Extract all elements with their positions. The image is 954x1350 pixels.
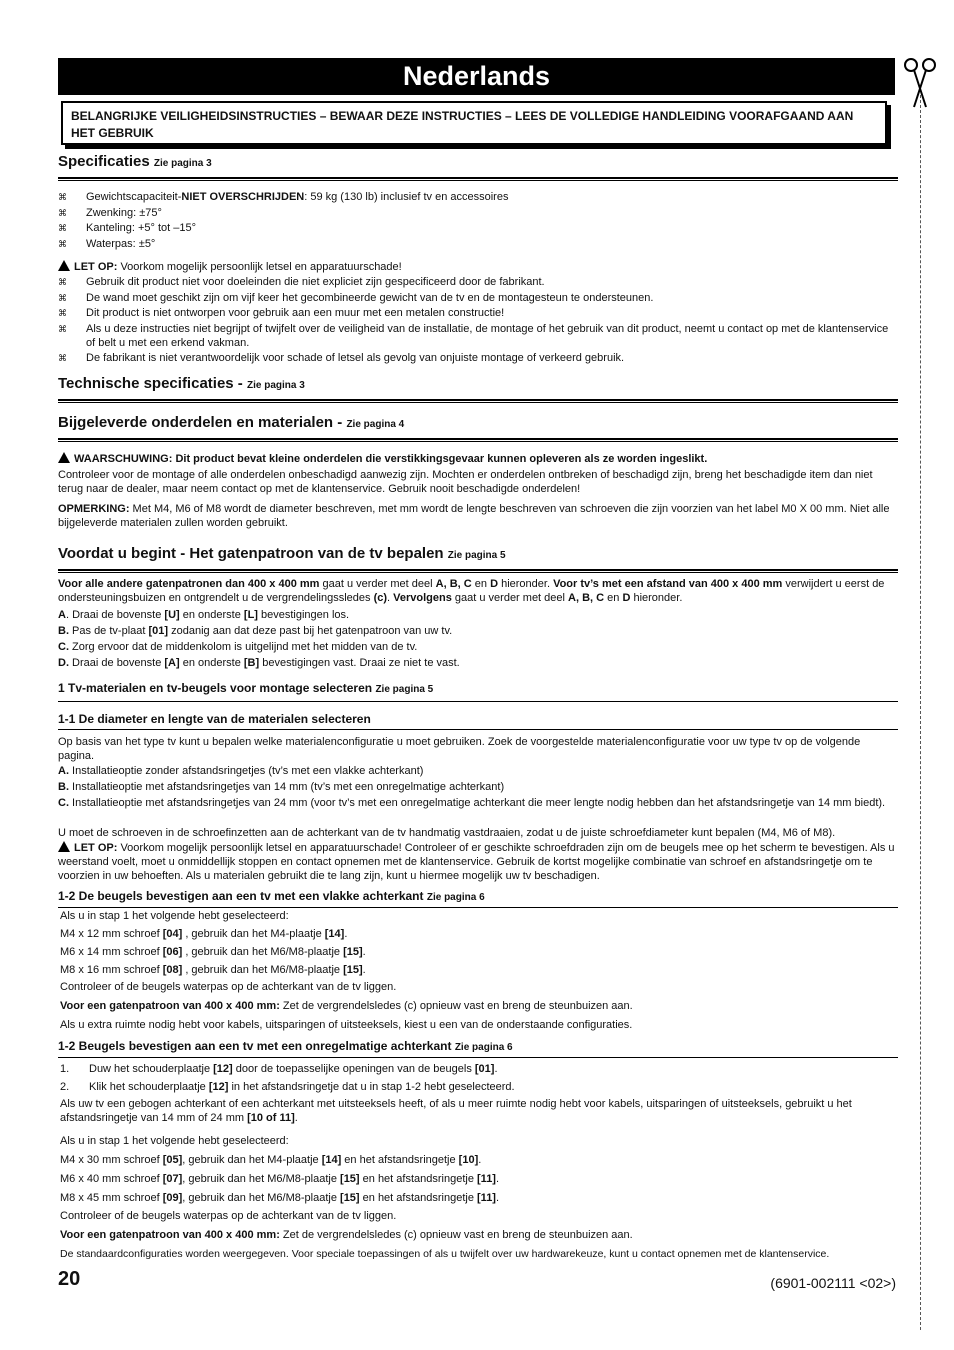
parts-note: OPMERKING: Met M4, M6 of M8 wordt de diameter beschreven, met mm wordt de lengte beschreven van schroeven die zijn voorzien van het label M0 X 00 mm. Niet alle bijgeleverde materialen zullen worden gebruikt. (58, 503, 890, 529)
option-a: A. Installatieoptie zonder afstandsringetjes (tv’s met een vlakke achterkant) (58, 765, 424, 777)
section12a-heading: 1-2 De beugels bevestigen aan een tv met een vlakke achterkant Zie pagina 6 (58, 889, 485, 903)
section11-caution: LET OP: Voorkom mogelijk persoonlijk letsel en apparatuurschade! Controleer of er geschikte schroefdraden zijn om de beugels mee op het scherm te bevestigen. Als u weerstand voelt, moet u onmiddellijk stoppen en contact opnemen met de klantenservice. Gebruik de kortst mogelijke combinatie van schroef en afstandsringetje om te voorzien in uw behoeften. Als u materialen gebruikt die te lang zijn, kunt u hiermee mogelijk uw tv beschadigen. (58, 842, 895, 882)
text-line: Voor een gatenpatroon van 400 x 400 mm: Zet de vergrendelsledes (c) opnieuw vast en breng de steunbuizen aan. (60, 1000, 633, 1012)
text-line: Als uw tv een gebogen achterkant of een achterkant met uitsteeksels heeft, of als u meer ruimte nodig hebt voor kabels, uitsparingen of uitsteeksels, gebruikt u het afstandsringetje van 14 mm of 24 mm [10 of 11]. (60, 1098, 852, 1124)
option-b: B. Installatieoptie met afstandsringetjes van 14 mm (tv’s met een onregelmatige achterkant) (58, 781, 505, 793)
text-line: Als u extra ruimte nodig hebt voor kabels, uitsparingen of uitsteeksels, kiest u een van de onderstaande configuraties. (60, 1019, 633, 1031)
option-c: C. Installatieoptie met afstandsringetjes van 24 mm (voor tv’s met een onregelmatige achterkant die meer lengte nodig hebben dan het afstandsringetje van 14 mm biedt). (58, 797, 886, 809)
text-line: Controleer of de beugels waterpas op de achterkant van de tv liggen. (60, 981, 397, 993)
page-title: Nederlands (58, 58, 895, 95)
caution-list (58, 275, 898, 367)
list-item: ⌘ Kanteling: +5° tot –15° (58, 221, 898, 235)
parts-paragraph: Controleer voor de montage of alle onderdelen onbeschadigd aanwezig zijn. Mochten er onderdelen ontbreken of beschadigd zijn, breng het beschadigde item dan niet terug naar de dealer, maar neem contact op met de klantenservice. Gebruik nooit beschadigde onderdelen! (58, 469, 873, 495)
section11-heading: 1-1 De diameter en lengte van de materialen selecteren (58, 712, 371, 726)
list-item: ⌘ Gewichtscapaciteit-NIET OVERSCHRIJDEN: 59 kg (130 lb) inclusief tv en accessoires (58, 190, 898, 204)
section1-heading: 1 Tv-materialen en tv-beugels voor montage selecteren Zie pagina 5 (58, 681, 434, 695)
list-item: ⌘ Als u deze instructies niet begrijpt of twijfelt over de veiligheid van de installatie, de montage of het gebruik van dit product, neemt u contact op met de klantenservice of belt u met een erkend vakman. (58, 322, 898, 350)
divider (58, 399, 898, 403)
parts-warning: WAARSCHUWING: Dit product bevat kleine onderdelen die verstikkingsgevaar kunnen opleveren als ze worden ingeslikt. (58, 451, 898, 466)
section12b-heading: 1-2 Beugels bevestigen aan een tv met een onregelmatige achterkant Zie pagina 6 (58, 1039, 513, 1053)
divider (58, 729, 898, 730)
screw-row: M4 x 12 mm schroef [04] , gebruik dan het M4-plaatje [14]. (60, 928, 348, 940)
warning-icon (58, 841, 70, 852)
numbered-step: 2. Klik het schouderplaatje [12] in het afstandsringetje dat u in stap 1-2 hebt geselecteerd. (60, 1081, 515, 1093)
parts-heading: Bijgeleverde onderdelen en materialen - Zie pagina 4 (58, 414, 405, 431)
list-item: ⌘ Zwenking: ±75° (58, 206, 898, 220)
divider (58, 907, 898, 908)
document-number: (6901-002111 <02>) (770, 1275, 896, 1291)
text-line: De standaardconfiguraties worden weergegeven. Voor speciale toepassingen of als u twijfelt over uw hardwarekeuze, kunt u contact opnemen met de klantenservice. (60, 1248, 830, 1260)
page-number: 20 (58, 1268, 81, 1290)
step-d: D. Draai de bovenste [A] en onderste [B] bevestigingen vast. Draai ze niet te vast. (58, 657, 460, 669)
divider (58, 701, 898, 702)
warning-icon (58, 260, 70, 271)
step-a: A. Draai de bovenste [U] en onderste [L] bevestigingen los. (58, 609, 350, 621)
screw-row: M6 x 14 mm schroef [06] , gebruik dan het M6/M8-plaatje [15]. (60, 946, 366, 958)
divider (58, 569, 898, 573)
caution-line: LET OP: Voorkom mogelijk persoonlijk letsel en apparatuurschade! (58, 259, 898, 274)
text-line: Controleer of de beugels waterpas op de achterkant van de tv liggen. (60, 1210, 397, 1222)
divider (58, 177, 898, 181)
section11-para2: U moet de schroeven in de schroefinzetten aan de achterkant van de tv handmatig vastdraaien, zodat u de juiste schroefdiameter kunt bepalen (M4, M6 of M8). (58, 827, 836, 839)
tech-heading: Technische specificaties - Zie pagina 3 (58, 375, 305, 392)
spec-heading: Specificaties Zie pagina 3 (58, 153, 212, 170)
screw-row: M8 x 45 mm schroef [09], gebruik dan het M6/M8-plaatje [15] en het afstandsringetje [11]. (60, 1192, 500, 1204)
text-line: Als u in stap 1 het volgende hebt geselecteerd: (60, 1135, 289, 1147)
list-item: ⌘ De wand moet geschikt zijn om vijf keer het gecombineerde gewicht van de tv en de montagesteun te ondersteunen. (58, 291, 898, 305)
screw-row: M8 x 16 mm schroef [08] , gebruik dan het M6/M8-plaatje [15]. (60, 964, 366, 976)
divider (58, 438, 898, 442)
list-item: ⌘ Waterpas: ±5° (58, 237, 898, 251)
section11-intro: Op basis van het type tv kunt u bepalen welke materialenconfiguratie u moet gebruiken. Zoek de voorgestelde materialenconfiguratie voor uw type tv op de volgende pagina. (58, 736, 861, 762)
cut-line (920, 95, 921, 1330)
list-item: ⌘ Dit product is niet ontworpen voor gebruik aan een muur met een metalen constructie! (58, 306, 898, 320)
text-line: Voor een gatenpatroon van 400 x 400 mm: Zet de vergrendelsledes (c) opnieuw vast en breng de steunbuizen aan. (60, 1229, 633, 1241)
list-item: ⌘ De fabrikant is niet verantwoordelijk voor schade of letsel als gevolg van onjuiste montage of verkeerd gebruik. (58, 351, 898, 365)
safety-header: BELANGRIJKE VEILIGHEIDSINSTRUCTIES – BEWAAR DEZE INSTRUCTIES – LEES DE VOLLEDIGE HANDLEIDING VOORAFGAAND AAN HET GEBRUIK (61, 101, 887, 145)
spec-list (58, 190, 898, 252)
divider (58, 1057, 898, 1058)
list-item: ⌘ Gebruik dit product niet voor doeleinden die niet expliciet zijn gespecificeerd door de fabrikant. (58, 275, 898, 289)
warning-icon (58, 452, 70, 463)
before-intro: Voor alle andere gatenpatronen dan 400 x 400 mm gaat u verder met deel A, B, C en D hieronder. Voor tv’s met een afstand van 400 x 400 mm verwijdert u eerst de ondersteuningsbuizen en ontgrendelt u de vergrendelingssledes (c). Vervolgens gaat u verder met deel A, B, C en D hieronder. (58, 578, 885, 604)
screw-row: M6 x 40 mm schroef [07], gebruik dan het M6/M8-plaatje [15] en het afstandsringetje [11]. (60, 1173, 500, 1185)
step-b: B. Pas de tv-plaat [01] zodanig aan dat deze past bij het gatenpatroon van uw tv. (58, 625, 453, 637)
text-line: Als u in stap 1 het volgende hebt geselecteerd: (60, 910, 289, 922)
before-heading: Voordat u begint - Het gatenpatroon van de tv bepalen Zie pagina 5 (58, 545, 506, 562)
screw-row: M4 x 30 mm schroef [05], gebruik dan het M4-plaatje [14] en het afstandsringetje [10]. (60, 1154, 482, 1166)
numbered-step: 1. Duw het schouderplaatje [12] door de toepasselijke openingen van de beugels [01]. (60, 1063, 498, 1075)
step-c: C. Zorg ervoor dat de middenkolom is uitgelijnd met het midden van de tv. (58, 641, 418, 653)
scissors-icon (902, 55, 938, 109)
